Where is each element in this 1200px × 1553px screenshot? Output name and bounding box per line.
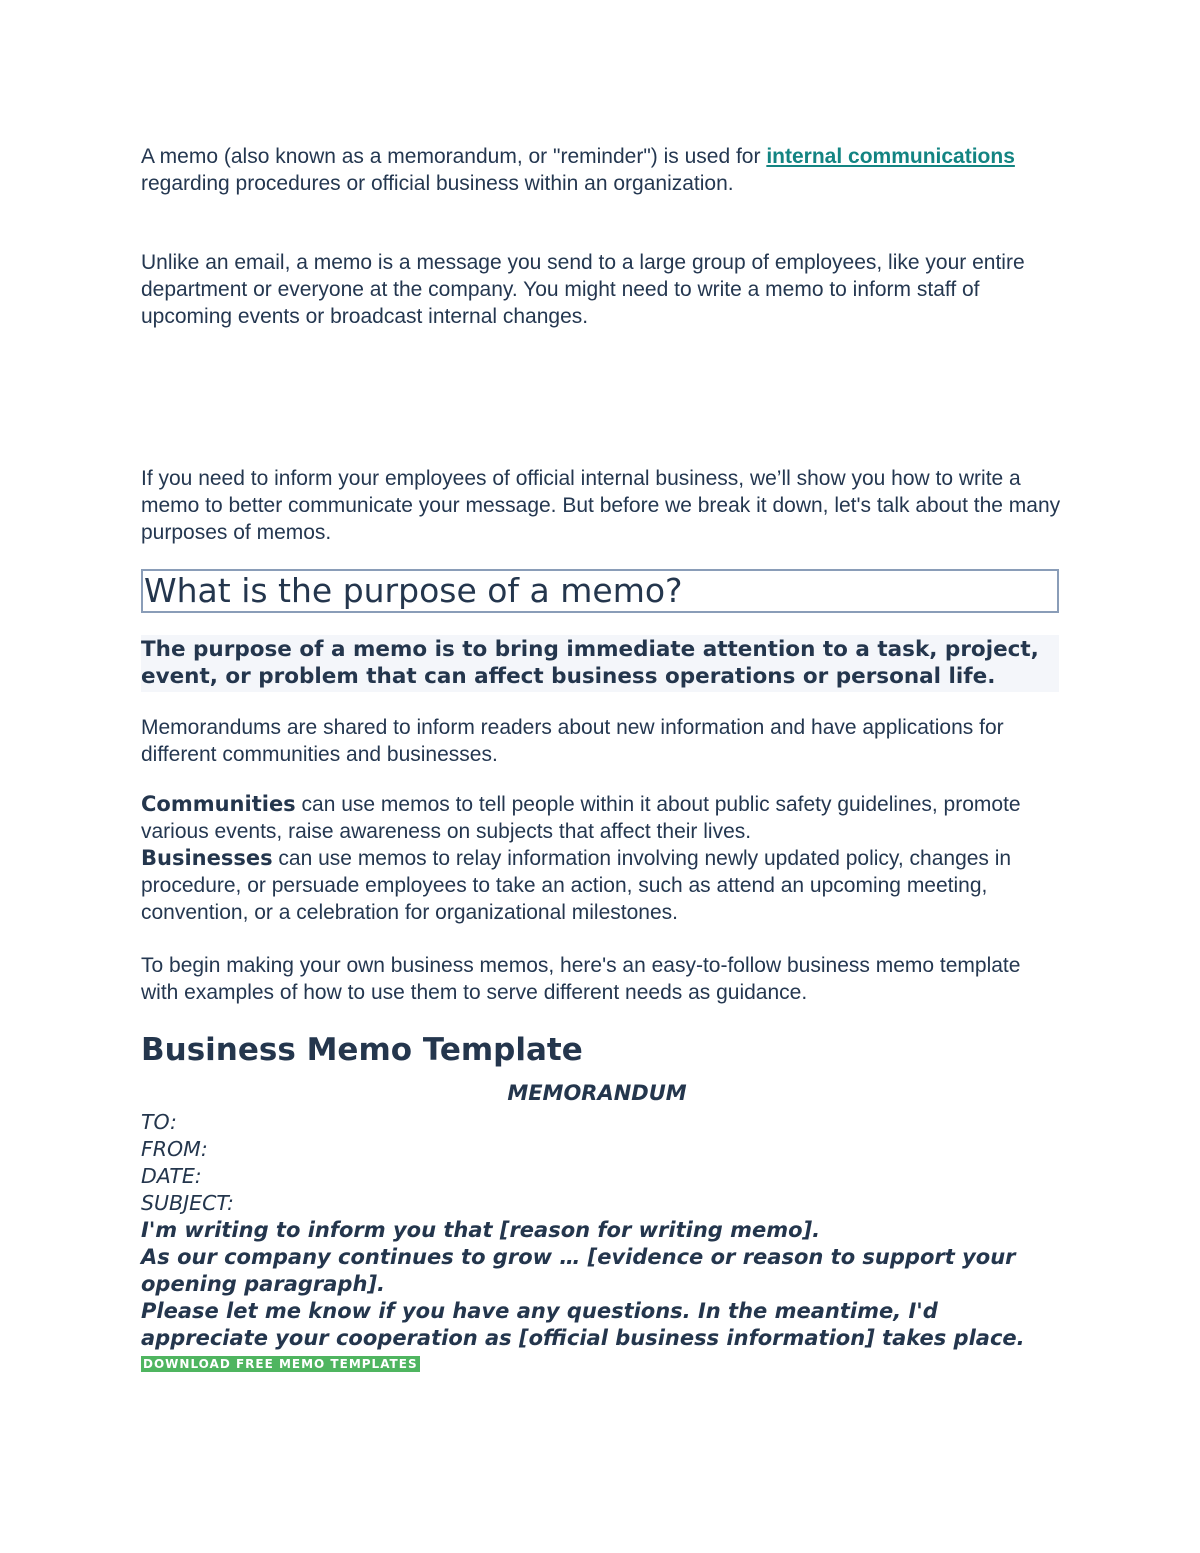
memo-line-evidence: As our company continues to grow … [evidence or reason to support your opening paragraph]. (141, 1245, 1016, 1296)
unlike-email-paragraph: Unlike an email, a memo is a message you send to a large group of employees, like your entire department or everyone at the company. You might need to write a memo to inform staff of upcoming events or broadcast internal changes. (141, 251, 1025, 328)
begin-paragraph: To begin making your own business memos, here's an easy-to-follow business memo template with examples of how to use them to serve different needs as guidance. (141, 954, 1021, 1004)
memo-line-opening: I'm writing to inform you that [reason for writing memo]. (141, 1218, 821, 1242)
memorandum-title: MEMORANDUM (507, 1081, 687, 1105)
communities-label: Communities (141, 792, 296, 816)
memo-line-closing: Please let me know if you have any questions. In the meantime, I'd appreciate your cooperation as [official business information] takes place. (141, 1299, 1025, 1350)
intro-text-after: regarding procedures or official business within an organization. (141, 172, 734, 195)
memo-field-to: TO: (141, 1110, 177, 1134)
download-templates-button[interactable]: DOWNLOAD FREE MEMO TEMPLATES (143, 1357, 418, 1371)
purpose-heading: What is the purpose of a memo? (144, 571, 683, 610)
template-heading: Business Memo Template (141, 1032, 583, 1068)
internal-communications-link[interactable]: internal communications (766, 145, 1015, 168)
purpose-lead-paragraph: The purpose of a memo is to bring immediate attention to a task, project, event, or problem that can affect business operations or personal life. (141, 635, 1059, 692)
memo-field-date: DATE: (141, 1164, 202, 1188)
memo-body (141, 1217, 1061, 1352)
intro-paragraph (141, 143, 1061, 197)
inform-employees-paragraph: If you need to inform your employees of official internal business, we’ll show you how to write a memo to better communicate your message. But before we break it down, let's talk about the many purposes of memos. (141, 467, 1061, 544)
memorandums-paragraph: Memorandums are shared to inform readers about new information and have applications for different communities and businesses. (141, 716, 1004, 766)
memo-field-from: FROM: (141, 1137, 208, 1161)
intro-text-before: A memo (also known as a memorandum, or "reminder") is used for (141, 145, 767, 168)
memo-field-subject: SUBJECT: (141, 1191, 234, 1215)
communities-businesses-paragraph (141, 791, 1061, 926)
purpose-heading-box (141, 569, 1059, 613)
businesses-text: can use memos to relay information involving newly updated policy, changes in procedure, or persuade employees to take an action, such as attend an upcoming meeting, convention, or a celebration for organizational milestones. (141, 847, 1012, 924)
memo-fields (141, 1109, 234, 1217)
communities-text: can use memos to tell people within it about public safety guidelines, promote various events, raise awareness on subjects that affect their lives. (141, 793, 1021, 843)
businesses-label: Businesses (141, 846, 273, 870)
